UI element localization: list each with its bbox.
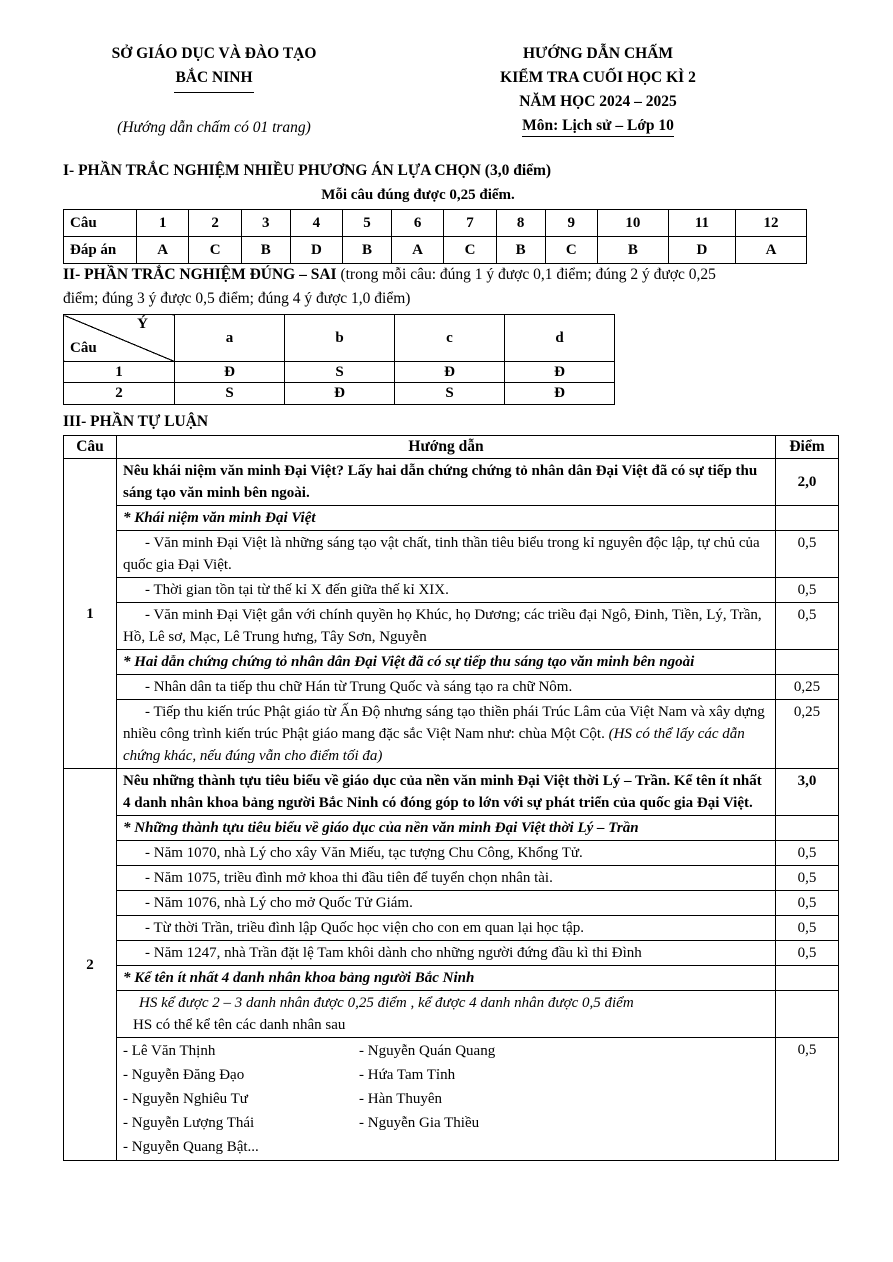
essay-points xyxy=(776,506,839,531)
essay-item: - Văn minh Đại Việt gắn với chính quyền họ Khúc, họ Dương; các triều đại Ngô, Đinh, Tiền, Lý, Trần, Hồ, Lê sơ, Mạc, Lê Trung hưng, Tây Sơn, Nguyễn xyxy=(117,603,776,650)
essay-row xyxy=(64,675,839,700)
essay-row xyxy=(64,916,839,941)
essay-row xyxy=(64,603,839,650)
essay-points: 0,5 xyxy=(776,578,839,603)
essay-names-cell xyxy=(117,1038,776,1161)
essay-question-points: 2,0 xyxy=(776,459,839,506)
essay-item: - Năm 1076, nhà Lý cho mở Quốc Tử Giám. xyxy=(117,891,776,916)
tf-corner-cell xyxy=(64,315,175,362)
mcq-q: 9 xyxy=(545,210,597,237)
header-left xyxy=(80,42,348,136)
exam-name: KIỂM TRA CUỐI HỌC KÌ 2 xyxy=(500,69,696,86)
name-item: - Hàn Thuyên xyxy=(359,1091,443,1107)
name-item: - Nguyễn Nghiêu Tư xyxy=(123,1091,248,1107)
essay-points: 0,25 xyxy=(776,700,839,769)
part3-title: III- PHẦN TỰ LUẬN xyxy=(63,413,209,430)
essay-row xyxy=(64,966,839,991)
essay-row xyxy=(64,531,839,578)
essay-row xyxy=(64,700,839,769)
province-name: BẮC NINH xyxy=(175,69,253,86)
essay-item-note: (HS có thể lấy các dẫn chứng khác, nếu đúng vẫn cho điểm tối đa) xyxy=(123,726,745,764)
part2-title-bold: II- PHẦN TRẮC NGHIỆM ĐÚNG – SAI xyxy=(63,266,337,283)
name-item: - Nguyễn Quang Bật... xyxy=(123,1139,259,1155)
tf-row-num: 1 xyxy=(64,362,175,383)
name-item: - Lê Văn Thịnh xyxy=(123,1043,216,1059)
essay-col-points: Điểm xyxy=(776,436,839,459)
subject-line: Môn: Lịch sử – Lớp 10 xyxy=(522,115,674,137)
essay-item: - Nhân dân ta tiếp thu chữ Hán từ Trung Quốc và sáng tạo ra chữ Nôm. xyxy=(117,675,776,700)
mcq-question-row xyxy=(64,210,807,237)
essay-row xyxy=(64,991,839,1038)
mcq-a: B xyxy=(343,237,392,264)
mcq-q: 5 xyxy=(343,210,392,237)
names-list xyxy=(123,1039,769,1159)
essay-row xyxy=(64,866,839,891)
essay-col-guide: Hướng dẫn xyxy=(117,436,776,459)
part1-title: I- PHẦN TRẮC NGHIỆM NHIỀU PHƯƠNG ÁN LỰA CHỌN (3,0 điểm) xyxy=(63,162,552,179)
essay-points: 0,5 xyxy=(776,531,839,578)
mcq-q: 1 xyxy=(137,210,189,237)
essay-question-number: 1 xyxy=(64,459,117,769)
tf-row xyxy=(64,383,615,404)
tf-col-header: b xyxy=(285,315,395,362)
essay-item: - Văn minh Đại Việt là những sáng tạo vật chất, tinh thần tiêu biểu trong kỉ nguyên độc lập, tự chủ của quốc gia Đại Việt. xyxy=(117,531,776,578)
part1-subtitle: Mỗi câu đúng được 0,25 điểm. xyxy=(321,187,515,203)
mcq-row-label: Đáp án xyxy=(64,237,137,264)
mcq-a: A xyxy=(391,237,443,264)
mcq-q: 6 xyxy=(391,210,443,237)
essay-item xyxy=(117,700,776,769)
essay-points: 0,5 xyxy=(776,603,839,650)
tf-header-row xyxy=(64,315,615,362)
essay-row xyxy=(64,1038,839,1161)
essay-row xyxy=(64,769,839,816)
essay-row xyxy=(64,891,839,916)
essay-item: - Thời gian tồn tại từ thế kỉ X đến giữa thế kỉ XIX. xyxy=(117,578,776,603)
mcq-a: B xyxy=(496,237,545,264)
essay-item: - Năm 1070, nhà Lý cho xây Văn Miếu, tạc tượng Chu Công, Khổng Tử. xyxy=(117,841,776,866)
school-year: NĂM HỌC 2024 – 2025 xyxy=(519,93,677,110)
essay-points xyxy=(776,991,839,1038)
tf-header-y: Ý xyxy=(137,316,148,332)
essay-note-line2: HS có thể kể tên các danh nhân sau xyxy=(133,1017,346,1033)
mcq-a: B xyxy=(241,237,290,264)
tf-cell: S xyxy=(175,383,285,404)
tf-cell: Đ xyxy=(395,362,505,383)
mcq-q: 10 xyxy=(597,210,668,237)
essay-subheading: * Kể tên ít nhất 4 danh nhân khoa bảng người Bắc Ninh xyxy=(117,966,776,991)
mcq-a: A xyxy=(137,237,189,264)
essay-row xyxy=(64,578,839,603)
tf-col-header: d xyxy=(505,315,615,362)
header-divider xyxy=(174,92,254,93)
mcq-a: C xyxy=(189,237,241,264)
mcq-q: 4 xyxy=(290,210,342,237)
tf-cell: Đ xyxy=(505,383,615,404)
essay-row xyxy=(64,941,839,966)
mcq-a: D xyxy=(290,237,342,264)
mcq-q: 2 xyxy=(189,210,241,237)
doc-title: HƯỚNG DẪN CHẤM xyxy=(522,45,674,62)
essay-row xyxy=(64,459,839,506)
mcq-q: 3 xyxy=(241,210,290,237)
essay-subheading: * Khái niệm văn minh Đại Việt xyxy=(117,506,776,531)
essay-row xyxy=(64,841,839,866)
page-count-note: (Hướng dẫn chấm có 01 trang) xyxy=(117,119,311,136)
essay-item: - Năm 1075, triều đình mở khoa thi đầu tiên để tuyển chọn nhân tài. xyxy=(117,866,776,891)
tf-col-header: a xyxy=(175,315,285,362)
mcq-a: A xyxy=(736,237,807,264)
part2-title-rest: (trong mỗi câu: đúng 1 ý được 0,1 điểm; đúng 2 ý được 0,25 xyxy=(336,266,716,283)
essay-item-text: - Tiếp thu kiến trúc Phật giáo từ Ấn Độ nhưng sáng tạo thiền phái Trúc Lâm của Việt Nam và xây dựng nhiều công trình kiến trúc Phật giáo mang đặc sắc Việt Nam như: chùa Một Cột. xyxy=(123,704,765,742)
essay-question-number: 2 xyxy=(64,769,117,1161)
essay-header-row xyxy=(64,436,839,459)
tf-row xyxy=(64,362,615,383)
essay-table xyxy=(63,435,839,1161)
tf-cell: S xyxy=(285,362,395,383)
name-item: - Nguyễn Quán Quang xyxy=(359,1043,496,1059)
name-item: - Nguyễn Lượng Thái xyxy=(123,1115,255,1131)
essay-points xyxy=(776,816,839,841)
mcq-q: 11 xyxy=(668,210,735,237)
department-name: SỞ GIÁO DỤC VÀ ĐÀO TẠO xyxy=(111,45,317,62)
name-item: - Nguyễn Gia Thiều xyxy=(359,1115,480,1131)
essay-note xyxy=(117,991,776,1038)
true-false-table xyxy=(63,314,615,405)
essay-subheading: * Những thành tựu tiêu biểu về giáo dục của nền văn minh Đại Việt thời Lý – Trần xyxy=(117,816,776,841)
essay-points: 0,25 xyxy=(776,675,839,700)
part2-title xyxy=(63,265,716,286)
tf-col-header: c xyxy=(395,315,505,362)
essay-col-cau: Câu xyxy=(64,436,117,459)
essay-row xyxy=(64,650,839,675)
mcq-q: 7 xyxy=(444,210,496,237)
essay-points xyxy=(776,966,839,991)
essay-points: 0,5 xyxy=(776,941,839,966)
mcq-a: C xyxy=(545,237,597,264)
essay-row xyxy=(64,816,839,841)
essay-subheading: * Hai dẫn chứng chứng tỏ nhân dân Đại Việt đã có sự tiếp thu sáng tạo văn minh bên ngoài xyxy=(117,650,776,675)
tf-row-num: 2 xyxy=(64,383,175,404)
essay-item: - Năm 1247, nhà Trần đặt lệ Tam khôi dành cho những người đứng đầu kì thi Đình xyxy=(117,941,776,966)
essay-note-line1: HS kể được 2 – 3 danh nhân được 0,25 điểm , kể được 4 danh nhân được 0,5 điểm xyxy=(139,995,634,1011)
tf-header-cau: Câu xyxy=(70,339,97,356)
mcq-a: B xyxy=(597,237,668,264)
mcq-answer-table xyxy=(63,209,807,264)
tf-cell: Đ xyxy=(285,383,395,404)
mcq-row-label: Câu xyxy=(64,210,137,237)
tf-cell: Đ xyxy=(505,362,615,383)
essay-points: 0,5 xyxy=(776,916,839,941)
essay-points: 0,5 xyxy=(776,841,839,866)
mcq-a: C xyxy=(444,237,496,264)
part2-title-line2-wrap xyxy=(63,289,410,310)
essay-points xyxy=(776,650,839,675)
essay-question-text: Nêu khái niệm văn minh Đại Việt? Lấy hai dẫn chứng chứng tỏ nhân dân Đại Việt đã có sự tiếp thu sáng tạo văn minh bên ngoài. xyxy=(117,459,776,506)
tf-cell: S xyxy=(395,383,505,404)
essay-points: 0,5 xyxy=(776,891,839,916)
mcq-answer-row xyxy=(64,237,807,264)
essay-question-points: 3,0 xyxy=(776,769,839,816)
tf-cell: Đ xyxy=(175,362,285,383)
essay-points: 0,5 xyxy=(776,866,839,891)
essay-row xyxy=(64,506,839,531)
name-item: - Nguyễn Đăng Đạo xyxy=(123,1067,245,1083)
mcq-q: 12 xyxy=(736,210,807,237)
part2-title-line2: điểm; đúng 3 ý được 0,5 điểm; đúng 4 ý được 1,0 điểm) xyxy=(63,290,411,307)
header-right xyxy=(460,42,736,138)
essay-points: 0,5 xyxy=(776,1038,839,1161)
name-item: - Hứa Tam Tỉnh xyxy=(359,1067,456,1083)
essay-item: - Từ thời Trần, triều đình lập Quốc học viện cho con em quan lại học tập. xyxy=(117,916,776,941)
essay-question-text: Nêu những thành tựu tiêu biểu về giáo dục của nền văn minh Đại Việt thời Lý – Trần. Kể tên ít nhất 4 danh nhân khoa bảng người Bắc Ninh có đóng góp to lớn với sự phát triển của quốc gia Đại Việt. xyxy=(117,769,776,816)
mcq-a: D xyxy=(668,237,735,264)
mcq-q: 8 xyxy=(496,210,545,237)
